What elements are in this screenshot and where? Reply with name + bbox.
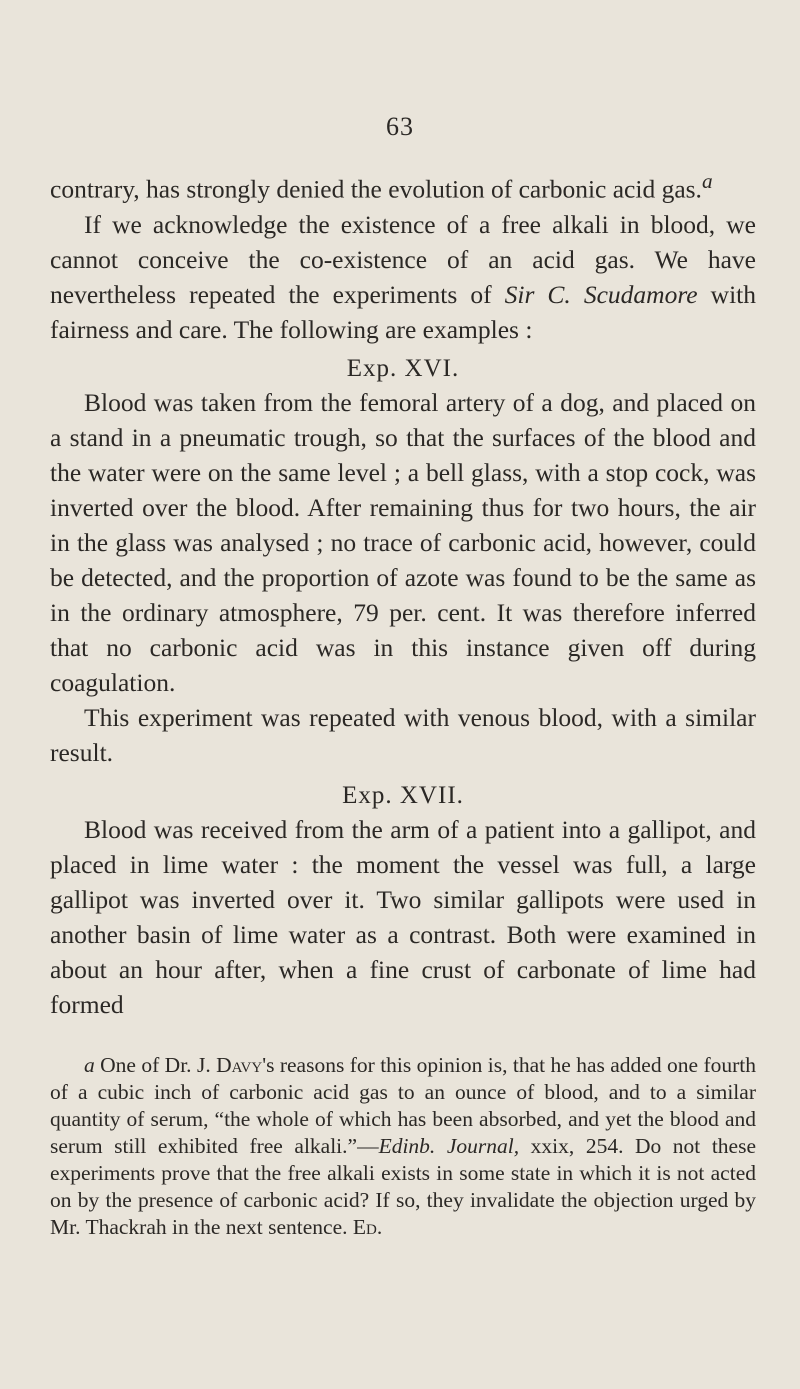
paragraph-text: contrary, has strongly denied the evolution of carbonic acid gas. (50, 174, 702, 204)
page-number: 63 (386, 112, 414, 141)
paragraph-text: If we acknowledge the existence of a free alkali in blood, we cannot conceive the co-existence of an acid gas. We have nevertheless repeated the experiments of (50, 209, 756, 309)
main-text (50, 164, 756, 1022)
editor-mark: Ed. (352, 1215, 383, 1239)
paragraph-alkali (50, 207, 756, 347)
paragraph-exp16-repeat: This experiment was repeated with venous blood, with a similar result. (50, 702, 756, 767)
footnote-part: One of Dr. J. (94, 1053, 217, 1077)
experiment-heading: Exp. XVI. (346, 354, 460, 382)
paragraph-continued (50, 164, 756, 207)
experiment-heading: Exp. XVII. (342, 781, 464, 809)
paragraph-exp17: Blood was received from the arm of a patient into a gallipot, and placed in lime water : the moment the vessel was full, a large gallipot was inverted over it. Two similar gallipots were used in another basin of lime water as a contrast. Both were examined in about an hour after, when a fine crust of carbonate of lime had formed (50, 814, 756, 1019)
footnote-marker: a (701, 169, 713, 193)
person-name: Sir C. Scudamore (504, 279, 698, 309)
paragraph-text: with fairness and care. The following are examples : (50, 279, 757, 344)
journal-title: Edinb. Journal, (378, 1134, 520, 1158)
footnote-marker: a (84, 1053, 95, 1077)
footnote-part: xxix, 254. Do not these experiments prove that the free alkali exists in some state in which it is not acted on by the presence of carbonic acid? If so, they invalidate the objection urged by Mr. Thackrah in the next sentence. (50, 1134, 757, 1239)
footnote (50, 1052, 756, 1241)
footnote-text (50, 1052, 756, 1241)
paragraph-exp16: Blood was taken from the femoral artery of a dog, and placed on a stand in a pneumatic trough, so that the surfaces of the blood and the water were on the same level ; a bell glass, with a stop cock, was inverted over the blood. After remaining thus for two hours, the air in the glass was analysed ; no trace of carbonic acid, however, could be detected, and the proportion of azote was found to be the same as in the ordinary atmosphere, 79 per. cent. It was therefore inferred that no carbonic acid was in this instance given off during coagulation. (50, 387, 756, 697)
footnote-part: 's reasons for this opinion is, that he has added one fourth of a cubic inch of carbonic acid gas to an ounce of blood, and to a similar quantity of serum, “the whole of which has been absorbed, and yet the blood and serum still exhibited free alkali.”— (50, 1053, 756, 1158)
author-name: Davy (216, 1053, 263, 1077)
